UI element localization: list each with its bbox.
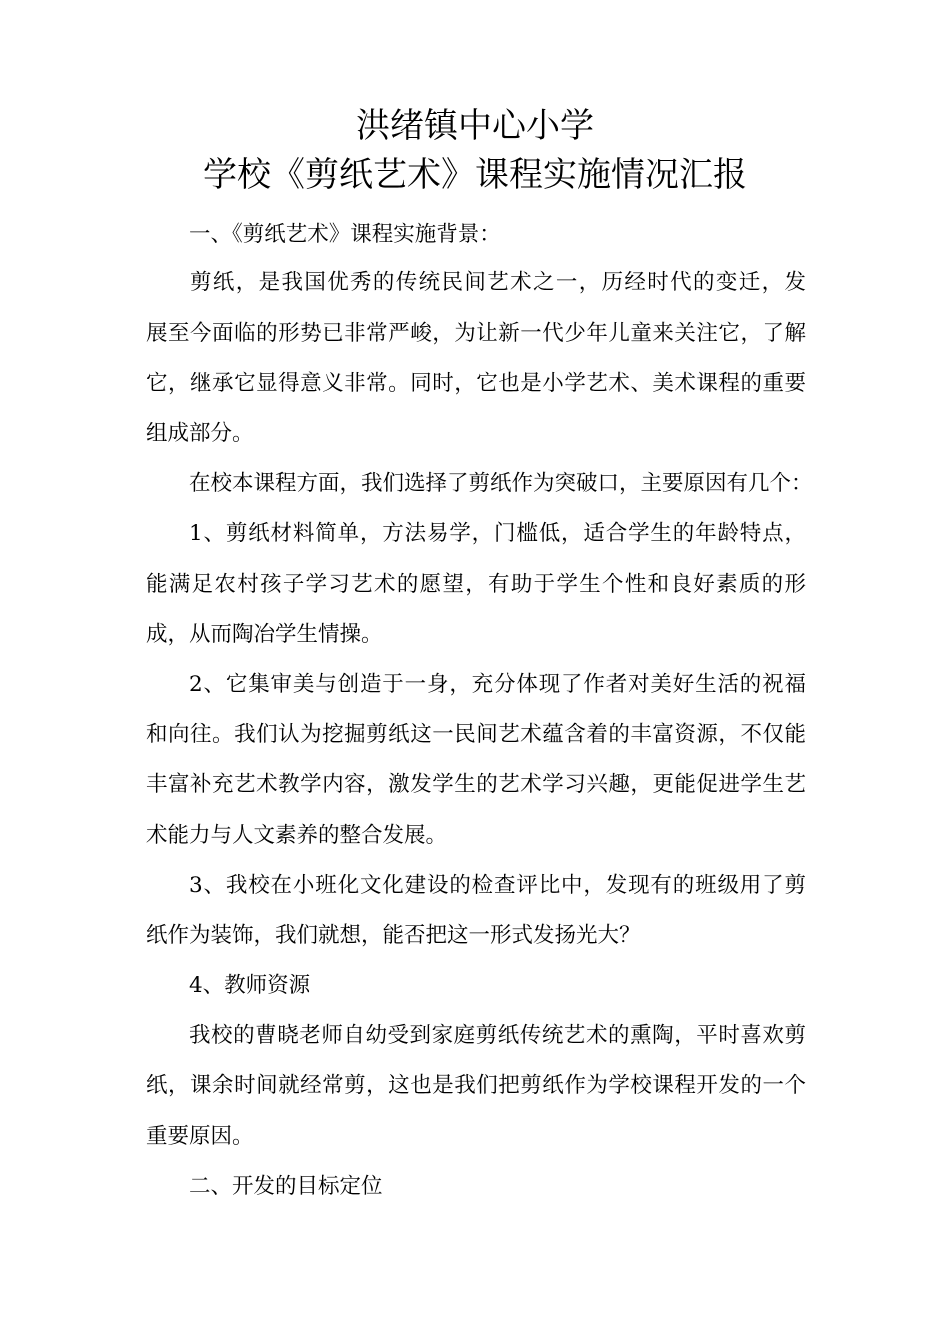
list-item-line: 1、剪纸材料简单，方法易学，门槛低，适合学生的年龄特点， <box>189 521 806 546</box>
paragraph-line: 在校本课程方面，我们选择了剪纸作为突破口，主要原因有几个： <box>189 471 813 496</box>
section-heading-background: 一、《剪纸艺术》课程实施背景： <box>189 222 501 247</box>
paragraph-line: 能满足农村孩子学习艺术的愿望，有助于学生个性和良好素质的形 <box>146 572 806 597</box>
paragraph-line: 展至今面临的形势已非常严峻，为让新一代少年儿童来关注它，了解 <box>146 321 806 346</box>
paragraph-line: 它，继承它显得意义非常。同时，它也是小学艺术、美术课程的重要 <box>146 371 806 396</box>
paragraph-line: 丰富补充艺术教学内容，激发学生的艺术学习兴趣，更能促进学生艺 <box>146 772 806 797</box>
report-title-heading: 学校《剪纸艺术》课程实施情况汇报 <box>203 155 747 195</box>
school-name-heading: 洪绪镇中心小学 <box>356 106 594 146</box>
paragraph-line: 我校的曹晓老师自幼受到家庭剪纸传统艺术的熏陶，平时喜欢剪 <box>189 1023 806 1048</box>
paragraph-line: 术能力与人文素养的整合发展。 <box>146 823 448 848</box>
paragraph-line: 剪纸，是我国优秀的传统民间艺术之一，历经时代的变迁，发 <box>190 270 806 295</box>
paragraph-line: 和向往。我们认为挖掘剪纸这一民间艺术蕴含着的丰富资源，不仅能 <box>146 722 806 747</box>
paragraph-line: 纸，课余时间就经常剪，这也是我们把剪纸作为学校课程开发的一个 <box>146 1073 806 1098</box>
section-heading-goals: 二、开发的目标定位 <box>189 1174 383 1199</box>
paragraph-line: 组成部分。 <box>146 421 254 446</box>
list-item-line: 2、它集审美与创造于一身，充分体现了作者对美好生活的祝福 <box>189 672 806 697</box>
paragraph-line: 纸作为装饰，我们就想，能否把这一形式发扬光大？ <box>146 923 641 948</box>
list-item-line: 4、教师资源 <box>189 973 311 998</box>
paragraph-line: 重要原因。 <box>146 1124 254 1149</box>
list-item-line: 3、我校在小班化文化建设的检查评比中，发现有的班级用了剪 <box>189 873 806 898</box>
paragraph-line: 成，从而陶冶学生情操。 <box>146 622 383 647</box>
